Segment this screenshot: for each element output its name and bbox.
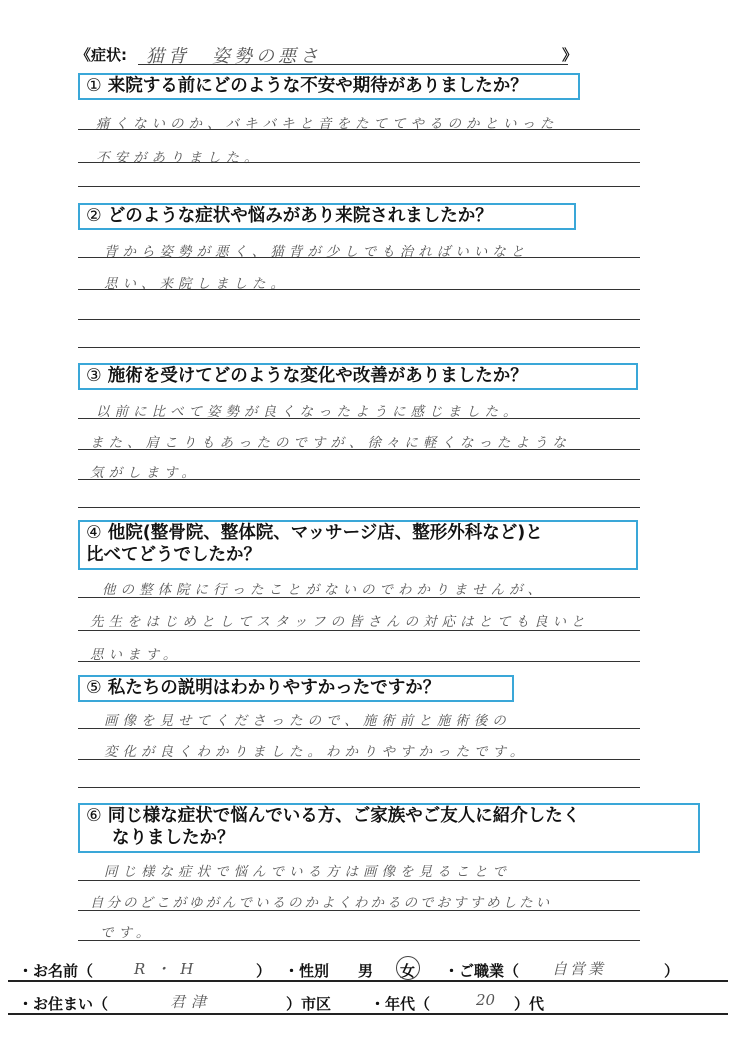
question-6-text-line-2: なりましたか？ [112,828,235,848]
question-3-box [78,363,638,390]
ruled-line [78,186,640,187]
address-value: 君津 [170,993,213,1011]
question-5-box [78,675,514,702]
gender-female: 女 [400,962,416,980]
answer-3-line-2: また、肩こりもあったのですが、徐々に軽くなったような [90,435,571,451]
answer-4-line-3: 思います。 [90,647,182,663]
question-3-number: ③ [86,366,102,386]
answer-5-line-2: 変化が良くわかりました。わかりやすかったです。 [104,744,529,760]
answer-3-line-3: 気がします。 [90,465,200,481]
ruled-line [78,787,640,788]
question-4-box [78,520,638,570]
symptom-close: 》 [562,46,578,64]
ruled-line [78,418,640,419]
answer-6-line-2: 自分のどこがゆがんでいるのかよくわかるのでおすすめしたい [90,895,553,911]
job-close: ） [664,962,680,980]
symptom-value: 猫背 姿勢の悪さ [146,46,322,67]
question-1-text: 来院する前にどのような不安や期待がありましたか？ [107,76,528,96]
ruled-line [78,597,640,598]
ruled-line [78,289,640,290]
ruled-line [78,759,640,760]
ruled-line [78,507,640,508]
question-1-number: ① [86,76,102,96]
name-value: R・H [134,960,204,978]
gender-male: 男 [358,962,374,980]
question-5-number: ⑤ [86,678,102,698]
ruled-line [78,940,640,941]
name-label: ・お名前（ [18,962,94,980]
question-6-number: ⑥ [86,806,102,826]
ruled-line [78,661,640,662]
job-label: ・ご職業（ [444,962,520,980]
question-3-text: 施術を受けてどのような変化や改善がありましたか？ [107,366,528,386]
ruled-line [78,319,640,320]
answer-4-line-1: 他の整体院に行ったことがないのでわかりませんが、 [102,582,546,598]
age-value: 20 [476,991,496,1009]
age-label: ・年代（ [370,995,431,1013]
question-2-number: ② [86,206,102,226]
answer-2-line-2: 思い、来院しました。 [104,276,289,292]
question-4-number: ④ [86,523,102,543]
question-6-text-line-1: 同じ様な症状で悩んでいる方、ご家族やご友人に紹介したく [107,806,581,826]
age-suffix: ）代 [514,995,545,1013]
answer-6-line-1: 同じ様な症状で悩んでいる方は画像を見ることで [104,864,511,880]
ruled-line [78,728,640,729]
selected-gender-circle-icon [396,956,420,980]
question-4-text-line-1: 他院(整骨院、整体院、マッサージ店、整形外科など)と [107,523,543,543]
symptom-underline [138,64,568,65]
question-4-text-line-2: 比べてどうでしたか？ [86,545,261,565]
answer-3-line-1: 以前に比べて姿勢が良くなったように感じました。 [96,404,522,420]
ruled-line [78,257,640,258]
ruled-line [78,910,640,911]
gender-label: ・性別 [284,962,330,980]
footer-divider [8,980,728,982]
question-6-box [78,803,700,853]
ruled-line [78,449,640,450]
symptom-label: 《症状: [76,46,127,64]
ruled-line [78,162,640,163]
answer-4-line-2: 先生をはじめとしてスタッフの皆さんの対応はとても良いと [90,614,590,630]
ruled-line [78,129,640,130]
name-close: ） [256,962,272,980]
footer-divider-bottom [8,1013,728,1015]
question-1-box [78,73,580,100]
question-5-text: 私たちの説明はわかりやすかったですか？ [107,678,441,698]
answer-1-line-1: 痛くないのか、バキバキと音をたててやるのかといった [96,116,559,132]
address-label: ・お住まい（ [18,995,109,1013]
question-2-text: どのような症状や悩みがあり来院されましたか？ [107,206,493,226]
ruled-line [78,347,640,348]
job-value: 自営業 [552,960,607,978]
ruled-line [78,880,640,881]
answer-1-line-2: 不安がありました。 [96,150,263,166]
answer-5-line-1: 画像を見せてくださったので、施術前と施術後の [104,713,511,729]
answer-2-line-1: 背から姿勢が悪く、猫背が少しでも治ればいいなと [104,244,530,260]
question-2-box [78,203,576,230]
answer-6-line-3: です。 [100,925,155,941]
ruled-line [78,630,640,631]
ruled-line [78,479,640,480]
address-suffix: ）市区 [286,995,332,1013]
